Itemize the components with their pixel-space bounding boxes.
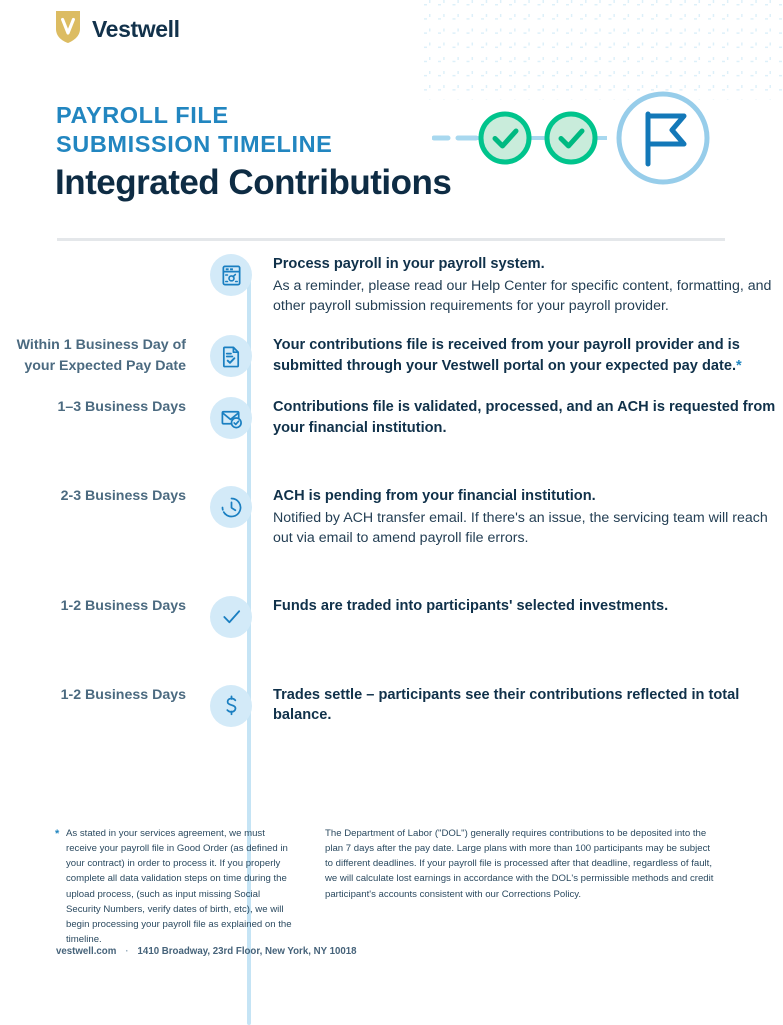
timeline-step-heading: Process payroll in your payroll system. (273, 256, 545, 272)
page-title: Integrated Contributions (55, 163, 452, 202)
dot-pattern-background (424, 0, 783, 100)
timeline-step-node (208, 596, 254, 638)
timeline-step (0, 397, 783, 439)
timeline-step-heading: Trades settle – participants see their contributions reflected in total balance. (273, 686, 740, 724)
timeline-step-heading: Your contributions file is received from your payroll provider and is submitted through your Vestwell portal on your expected pay date.* (273, 337, 742, 374)
footnote-asterisk: * (55, 828, 60, 840)
clock-icon (210, 486, 252, 528)
footnote-marker: * (736, 358, 742, 374)
check-step-1 (481, 114, 529, 162)
timeline-step (0, 685, 783, 727)
payroll-window-icon (210, 254, 252, 296)
submission-timeline (0, 246, 783, 727)
timeline-step-content (254, 486, 783, 548)
timeline-step-content (254, 685, 783, 726)
timeline-step-content (254, 254, 783, 316)
envelope-check-icon (210, 397, 252, 439)
brand-wordmark: Vestwell (92, 16, 180, 42)
timeline-step (0, 335, 783, 377)
timeline-step-content (254, 397, 783, 438)
check-icon (210, 596, 252, 638)
timeline-step (0, 486, 783, 548)
timeline-step-duration: Within 1 Business Day of your Expected Pay Date (16, 337, 186, 374)
footnote-right-text: The Department of Labor ("DOL") generally requires contributions to be deposited into the plan 7 days after the pay date. Large plans with more than 100 participants may be subject to different deadlines. If your payroll file is processed after that deadline, regardless of fault, we will calculate lost earnings in accordance with the DOL's permissible methods and credit participant's accounts consistent with our Corrections Policy. (325, 828, 714, 900)
timeline-step-node (208, 254, 254, 296)
timeline-step-node (208, 486, 254, 528)
footer-website[interactable]: vestwell.com (56, 946, 117, 957)
flag-step-3 (619, 94, 707, 182)
footer-address: 1410 Broadway, 23rd Floor, New York, NY 10018 (137, 946, 357, 957)
vestwell-shield-icon (55, 10, 81, 49)
timeline-step-duration: 1–3 Business Days (57, 399, 186, 416)
brand-logo (55, 10, 180, 49)
timeline-step-content (254, 596, 783, 617)
timeline-step-heading: Funds are traded into participants' selected investments. (273, 597, 669, 614)
check-step-2 (547, 114, 595, 162)
footnote-left-text: As stated in your services agreement, we must receive your payroll file in Good Order (as defined in your contract) in order to process it. If you properly complete all data validation steps on time during the upload process, (such as input missing Social Security Numbers, verify dates of birth, etc), we will begin processing your payroll file as explained on the timeline. (66, 828, 292, 946)
footer-separator: · (125, 946, 129, 957)
header-divider (57, 238, 725, 241)
footnotes (55, 826, 727, 947)
eyebrow-line-1: PAYROLL FILE (56, 102, 229, 128)
timeline-step-duration: 1-2 Business Days (60, 686, 186, 703)
timeline-step-node (208, 335, 254, 377)
timeline-step-duration: 1-2 Business Days (60, 597, 186, 614)
timeline-step-heading: Contributions file is validated, processed, and an ACH is requested from your financial institution. (273, 399, 776, 436)
progress-steps-graphic (432, 88, 742, 188)
timeline-step-content (254, 335, 783, 376)
dollar-icon (210, 685, 252, 727)
timeline-step (0, 596, 783, 638)
page-footer (56, 946, 357, 957)
timeline-step-node (208, 685, 254, 727)
timeline-step-body: As a reminder, please read our Help Center for specific content, formatting, and other payroll submission requirements for your payroll provider. (273, 277, 772, 314)
timeline-step (0, 254, 783, 316)
footnote-right (325, 826, 717, 947)
footnote-left (55, 826, 295, 947)
timeline-step-body: Notified by ACH transfer email. If there's an issue, the servicing team will reach out via email to amend payroll file errors. (273, 510, 768, 547)
page-eyebrow (56, 101, 332, 158)
timeline-step-heading: ACH is pending from your financial institution. (273, 488, 596, 505)
document-check-icon (210, 335, 252, 377)
timeline-step-node (208, 397, 254, 439)
timeline-step-duration: 2-3 Business Days (60, 488, 186, 505)
eyebrow-line-2: SUBMISSION TIMELINE (56, 130, 333, 157)
